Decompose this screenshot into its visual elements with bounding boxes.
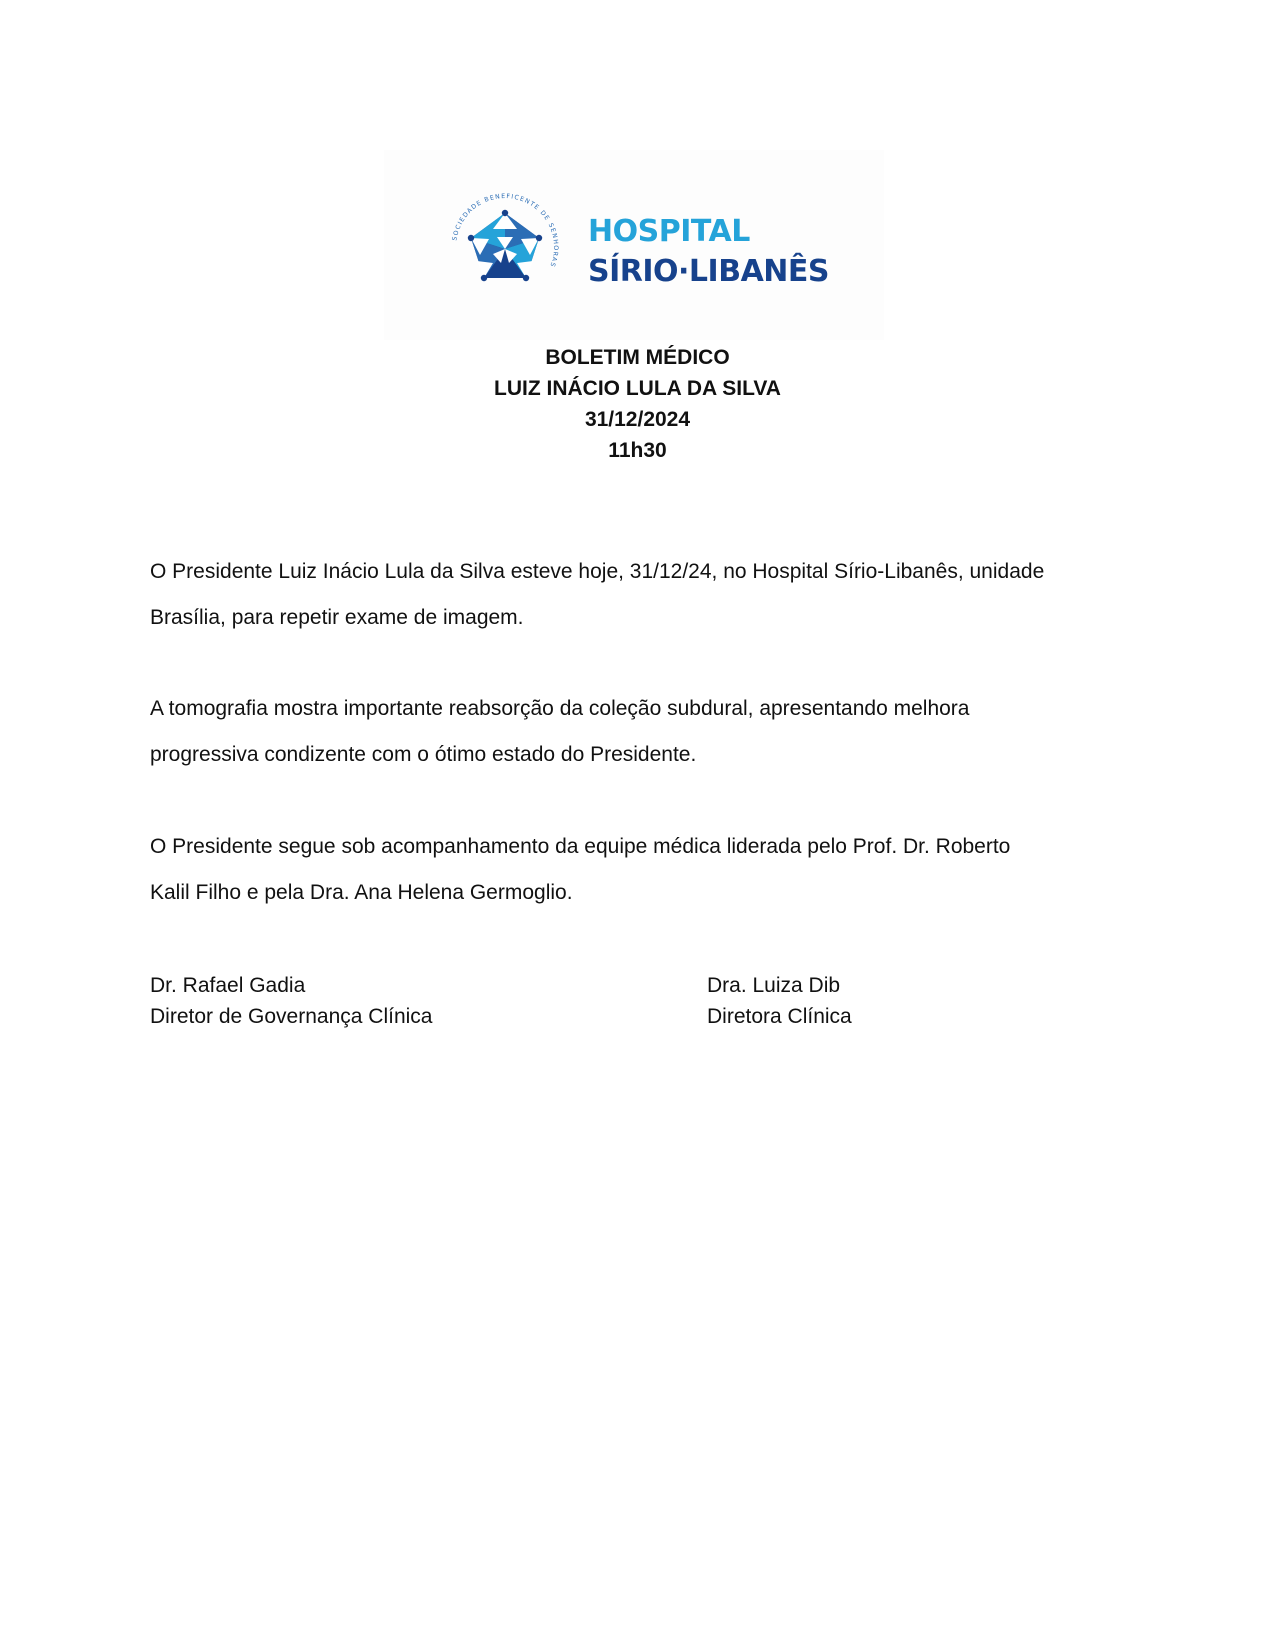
paragraph-visit [150,549,1130,641]
hospital-logo [384,150,884,340]
paragraph-line: O Presidente segue sob acompanhamento da equipe médica liderada pelo Prof. Dr. Roberto [150,835,1011,858]
paragraph-line: O Presidente Luiz Inácio Lula da Silva esteve hoje, 31/12/24, no Hospital Sírio-Libanês, unidade [150,560,1045,583]
patient-name: LUIZ INÁCIO LULA DA SILVA [494,377,781,400]
logo-line-hospital: HOSPITAL [588,214,750,249]
signatory-role: Diretora Clínica [707,1005,852,1028]
bulletin-header [0,342,1275,466]
signatory-role: Diretor de Governança Clínica [150,1005,433,1028]
bulletin-time: 11h30 [608,439,667,462]
paragraph-line: Brasília, para repetir exame de imagem. [150,606,524,629]
signatory-name: Dr. Rafael Gadia [150,974,306,997]
paragraph-medical-team [150,824,1130,916]
signature-left [150,970,432,1032]
paragraph-line: Kalil Filho e pela Dra. Ana Helena Germoglio. [150,881,573,904]
paragraph-tomography [150,686,1130,778]
bulletin-date: 31/12/2024 [584,408,691,431]
bulletin-title: BOLETIM MÉDICO [545,346,730,369]
logo-wordmark [588,212,829,292]
paragraph-line: progressiva condizente com o ótimo estado do Presidente. [150,743,697,766]
signatory-name: Dra. Luiza Dib [707,974,841,997]
paragraph-line: A tomografia mostra importante reabsorção da coleção subdural, apresentando melhora [150,697,970,720]
logo-ring-text: SOCIEDADE BENEFICENTE DE SENHORAS [451,192,560,269]
logo-line-sirio-libanes: SÍRIO·LIBANÊS [588,254,829,289]
hospital-emblem-icon [450,192,560,302]
signature-right [707,970,852,1032]
